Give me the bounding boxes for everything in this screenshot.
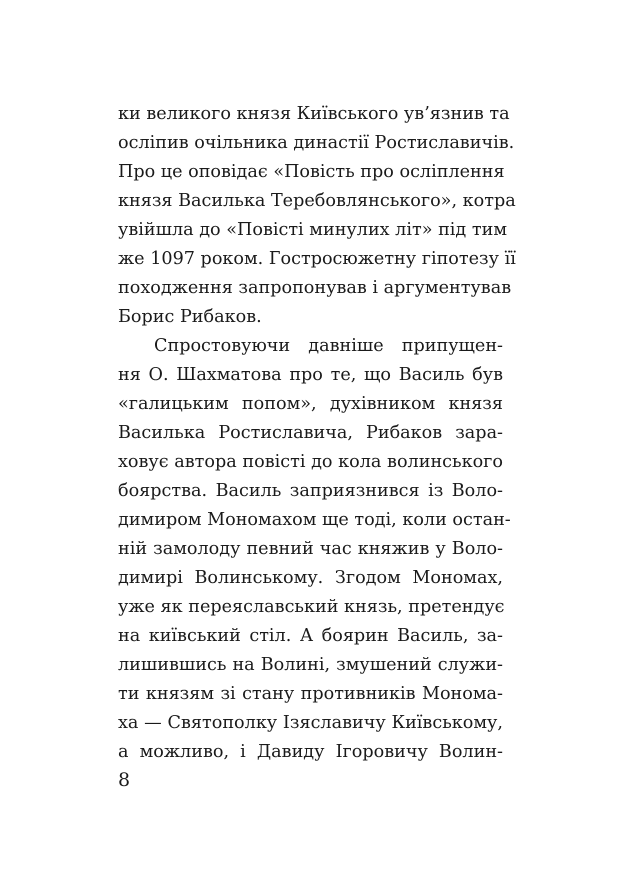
text-line: осліпив очільника династії Ростиславичів. bbox=[118, 133, 515, 153]
text-line: Про це оповідає «Повість про осліплення bbox=[118, 162, 505, 182]
text-line: лишившись на Волині, змушений служи- bbox=[118, 655, 503, 675]
text-line: же 1097 роком. Гостросюжетну гіпотезу її bbox=[118, 249, 516, 269]
text-line: ха — Святополку Ізяславичу Київському, bbox=[118, 713, 503, 733]
text-line: ки великого князя Київського ув’язнив та bbox=[118, 104, 510, 124]
text-line: «галицьким попом», духівником князя bbox=[118, 394, 503, 414]
text-line: Василька Ростиславича, Рибаков зара- bbox=[118, 423, 503, 443]
text-line: димирі Волинському. Згодом Мономах, bbox=[118, 568, 503, 588]
text-line: а можливо, і Давиду Ігоровичу Волин- bbox=[118, 742, 503, 762]
text-line: походження запропонував і аргументував bbox=[118, 278, 512, 298]
text-line: боярства. Василь заприязнився із Воло- bbox=[118, 481, 503, 501]
text-line: князя Василька Теребовлянського», котра bbox=[118, 191, 516, 211]
text-line: увійшла до «Повісті минулих літ» під тим bbox=[118, 220, 508, 240]
text-line: ній замолоду певний час княжив у Воло- bbox=[118, 539, 503, 559]
body-text bbox=[118, 100, 516, 767]
text-line: уже як переяславський князь, претендує bbox=[118, 597, 505, 617]
page-number: 8 bbox=[118, 769, 131, 791]
paragraph-start-line: Спростовуючи давніше припущен- bbox=[154, 336, 503, 356]
text-line: на київський стіл. А боярин Василь, за- bbox=[118, 626, 503, 646]
text-line: ти князям зі стану противників Монома- bbox=[118, 684, 503, 704]
text-line: ховує автора повісті до кола волинського bbox=[118, 452, 503, 472]
paragraph-end-line: Борис Рибаков. bbox=[118, 307, 262, 327]
text-line: ня О. Шахматова про те, що Василь був bbox=[118, 365, 503, 385]
text-line: димиром Мономахом ще тоді, коли остан- bbox=[118, 510, 511, 530]
